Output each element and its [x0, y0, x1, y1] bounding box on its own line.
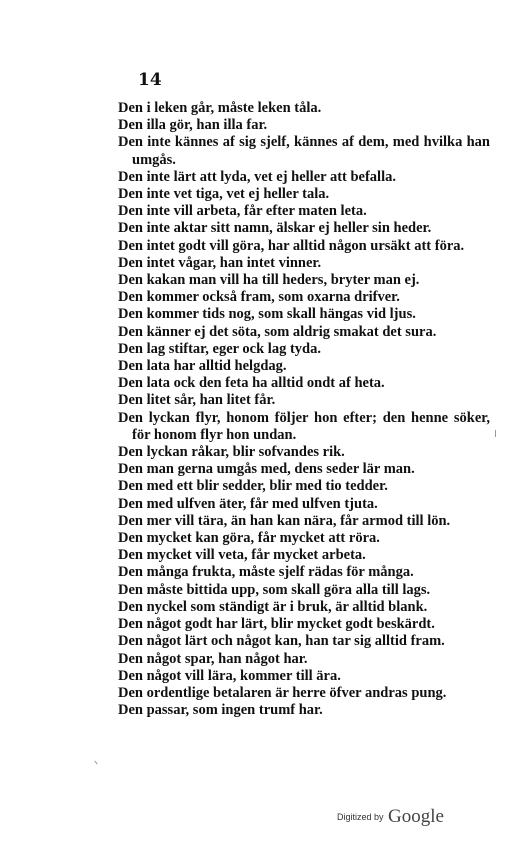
proverb-line: Den något vill lära, kommer till ära.: [118, 667, 341, 684]
proverb-line: Den intet godt vill göra, har alltid någon ursäkt att föra.: [118, 237, 465, 254]
proverb-line: Den inte vet tiga, vet ej heller tala.: [118, 186, 330, 203]
proverb-line: Den känner ej det söta, som aldrig smakat det sura.: [118, 323, 437, 340]
scan-speck: [94, 761, 97, 765]
page-number: 14: [138, 70, 162, 90]
proverb-line: Den något godt har lärt, blir mycket godt beskärdt.: [118, 616, 435, 633]
proverb-line: Den mycket vill veta, får mycket arbeta.: [118, 547, 366, 564]
proverb-line: Den litet sår, han litet får.: [118, 392, 276, 409]
proverb-line: Den ordentlige betalaren är herre öfver andras pung.: [118, 684, 447, 701]
proverb-line: Den mer vill tära, än han kan nära, får armod till lön.: [118, 512, 451, 529]
proverb-line: Den mycket kan göra, får mycket att röra.: [118, 530, 380, 547]
proverb-line: Den kommer också fram, som oxarna drifver.: [118, 289, 400, 306]
google-logo: Google: [387, 806, 444, 827]
proverb-line: Den lyckan råkar, blir sofvandes rik.: [118, 444, 345, 461]
proverb-line: Den illa gör, han illa far.: [118, 117, 268, 134]
proverb-line: Den inte kännes af sig sjelf, kännes af dem, med hvilka han umgås.: [118, 134, 490, 168]
proverb-line: Den inte lärt att lyda, vet ej heller att befalla.: [118, 168, 396, 185]
proverb-line: Den kommer tids nog, som skall hängas vid ljus.: [118, 306, 416, 323]
proverb-line: Den med ett blir sedder, blir med tio tedder.: [118, 478, 388, 495]
proverb-line: Den med ulfven äter, får med ulfven tjuta.: [118, 495, 378, 512]
proverb-line: Den intet vågar, han intet vinner.: [118, 254, 322, 271]
proverb-list: [118, 100, 490, 719]
digitized-by-watermark: [337, 806, 444, 828]
proverb-line: Den inte aktar sitt namn, älskar ej heller sin heder.: [118, 220, 432, 237]
proverb-line: Den kakan man vill ha till heders, bryter man ej.: [118, 272, 420, 289]
proverb-line: Den lata har alltid helgdag.: [118, 358, 287, 375]
scan-speck: [495, 430, 496, 437]
proverb-line: Den man gerna umgås med, dens seder lär man.: [118, 461, 415, 478]
proverb-line: Den lyckan flyr, honom följer hon efter; den henne söker, för honom flyr hon undan.: [118, 409, 490, 443]
proverb-line: Den lag stiftar, eger ock lag tyda.: [118, 340, 321, 357]
proverb-line: Den måste bittida upp, som skall göra alla till lags.: [118, 581, 431, 598]
proverb-line: Den i leken går, måste leken tåla.: [118, 100, 322, 116]
proverb-line: Den passar, som ingen trumf har.: [118, 702, 323, 719]
digitized-label: Digitized by: [337, 812, 384, 822]
proverb-line: Den många frukta, måste sjelf rädas för många.: [118, 564, 414, 581]
proverb-line: Den nyckel som ständigt är i bruk, är alltid blank.: [118, 598, 428, 615]
proverb-line: Den något lärt och något kan, han tar sig alltid fram.: [118, 633, 445, 650]
proverb-line: Den något spar, han något har.: [118, 650, 308, 667]
proverb-line: Den inte vill arbeta, får efter maten leta.: [118, 203, 367, 220]
proverb-line: Den lata ock den feta ha alltid ondt af heta.: [118, 375, 385, 392]
